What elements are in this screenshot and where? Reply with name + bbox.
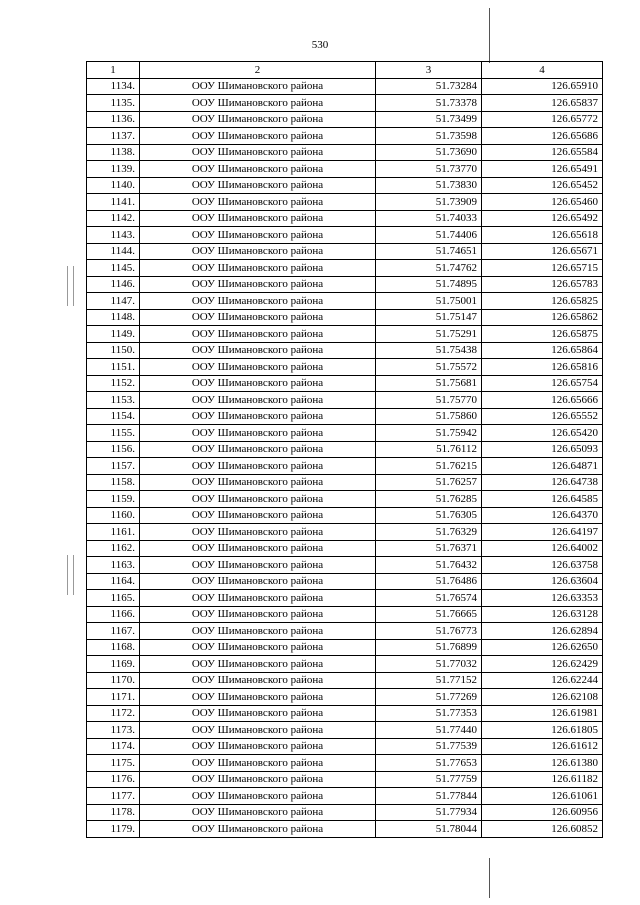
owner-cell: ООУ Шимановского района xyxy=(140,755,376,772)
scan-mark xyxy=(489,858,490,898)
row-number-cell: 1163. xyxy=(87,557,140,574)
table-row xyxy=(87,78,603,95)
owner-cell: ООУ Шимановского района xyxy=(140,623,376,640)
table-row xyxy=(87,771,603,788)
latitude-cell: 51.77844 xyxy=(376,788,482,805)
latitude-cell: 51.76574 xyxy=(376,590,482,607)
latitude-cell: 51.75860 xyxy=(376,408,482,425)
table-row xyxy=(87,243,603,260)
latitude-cell: 51.74406 xyxy=(376,227,482,244)
owner-cell: ООУ Шимановского района xyxy=(140,128,376,145)
owner-cell: ООУ Шимановского района xyxy=(140,95,376,112)
longitude-cell: 126.65584 xyxy=(482,144,603,161)
table-row xyxy=(87,623,603,640)
latitude-cell: 51.75572 xyxy=(376,359,482,376)
table-row xyxy=(87,408,603,425)
table-row xyxy=(87,359,603,376)
table-row xyxy=(87,540,603,557)
latitude-cell: 51.75001 xyxy=(376,293,482,310)
latitude-cell: 51.74033 xyxy=(376,210,482,227)
row-number-cell: 1156. xyxy=(87,441,140,458)
longitude-cell: 126.65837 xyxy=(482,95,603,112)
row-number-cell: 1149. xyxy=(87,326,140,343)
scan-mark xyxy=(73,555,74,595)
row-number-cell: 1160. xyxy=(87,507,140,524)
table-row xyxy=(87,507,603,524)
row-number-cell: 1141. xyxy=(87,194,140,211)
row-number-cell: 1137. xyxy=(87,128,140,145)
table-body xyxy=(87,78,603,837)
owner-cell: ООУ Шимановского района xyxy=(140,557,376,574)
table-row xyxy=(87,804,603,821)
owner-cell: ООУ Шимановского района xyxy=(140,705,376,722)
latitude-cell: 51.76665 xyxy=(376,606,482,623)
table-row xyxy=(87,788,603,805)
row-number-cell: 1159. xyxy=(87,491,140,508)
owner-cell: ООУ Шимановского района xyxy=(140,441,376,458)
row-number-cell: 1162. xyxy=(87,540,140,557)
row-number-cell: 1177. xyxy=(87,788,140,805)
row-number-cell: 1170. xyxy=(87,672,140,689)
owner-cell: ООУ Шимановского района xyxy=(140,326,376,343)
row-number-cell: 1161. xyxy=(87,524,140,541)
longitude-cell: 126.60956 xyxy=(482,804,603,821)
owner-cell: ООУ Шимановского района xyxy=(140,656,376,673)
owner-cell: ООУ Шимановского района xyxy=(140,821,376,838)
longitude-cell: 126.65816 xyxy=(482,359,603,376)
table-row xyxy=(87,656,603,673)
row-number-cell: 1164. xyxy=(87,573,140,590)
longitude-cell: 126.65875 xyxy=(482,326,603,343)
owner-cell: ООУ Шимановского района xyxy=(140,177,376,194)
longitude-cell: 126.61380 xyxy=(482,755,603,772)
latitude-cell: 51.76773 xyxy=(376,623,482,640)
latitude-cell: 51.77934 xyxy=(376,804,482,821)
longitude-cell: 126.65864 xyxy=(482,342,603,359)
owner-cell: ООУ Шимановского района xyxy=(140,425,376,442)
latitude-cell: 51.76285 xyxy=(376,491,482,508)
table-row xyxy=(87,210,603,227)
table-row xyxy=(87,672,603,689)
table-row xyxy=(87,474,603,491)
table-row xyxy=(87,491,603,508)
longitude-cell: 126.64871 xyxy=(482,458,603,475)
scan-mark xyxy=(67,266,68,306)
owner-cell: ООУ Шимановского района xyxy=(140,227,376,244)
table-row xyxy=(87,194,603,211)
owner-cell: ООУ Шимановского района xyxy=(140,540,376,557)
row-number-cell: 1135. xyxy=(87,95,140,112)
longitude-cell: 126.65686 xyxy=(482,128,603,145)
owner-cell: ООУ Шимановского района xyxy=(140,359,376,376)
longitude-cell: 126.63353 xyxy=(482,590,603,607)
owner-cell: ООУ Шимановского района xyxy=(140,161,376,178)
table-row xyxy=(87,161,603,178)
table-row xyxy=(87,309,603,326)
latitude-cell: 51.73909 xyxy=(376,194,482,211)
longitude-cell: 126.64002 xyxy=(482,540,603,557)
table-row xyxy=(87,458,603,475)
latitude-cell: 51.77759 xyxy=(376,771,482,788)
longitude-cell: 126.64738 xyxy=(482,474,603,491)
owner-cell: ООУ Шимановского района xyxy=(140,276,376,293)
latitude-cell: 51.76371 xyxy=(376,540,482,557)
owner-cell: ООУ Шимановского района xyxy=(140,606,376,623)
longitude-cell: 126.65862 xyxy=(482,309,603,326)
table-row xyxy=(87,557,603,574)
scan-mark xyxy=(73,266,74,306)
latitude-cell: 51.75770 xyxy=(376,392,482,409)
table-row xyxy=(87,639,603,656)
latitude-cell: 51.73499 xyxy=(376,111,482,128)
table-row xyxy=(87,722,603,739)
table-row xyxy=(87,425,603,442)
owner-cell: ООУ Шимановского района xyxy=(140,243,376,260)
longitude-cell: 126.62650 xyxy=(482,639,603,656)
latitude-cell: 51.76305 xyxy=(376,507,482,524)
latitude-cell: 51.75681 xyxy=(376,375,482,392)
latitude-cell: 51.77440 xyxy=(376,722,482,739)
row-number-cell: 1157. xyxy=(87,458,140,475)
row-number-cell: 1142. xyxy=(87,210,140,227)
latitude-cell: 51.76112 xyxy=(376,441,482,458)
longitude-cell: 126.62429 xyxy=(482,656,603,673)
longitude-cell: 126.65754 xyxy=(482,375,603,392)
longitude-cell: 126.61612 xyxy=(482,738,603,755)
owner-cell: ООУ Шимановского района xyxy=(140,722,376,739)
table-row xyxy=(87,821,603,838)
row-number-cell: 1150. xyxy=(87,342,140,359)
row-number-cell: 1140. xyxy=(87,177,140,194)
owner-cell: ООУ Шимановского района xyxy=(140,375,376,392)
owner-cell: ООУ Шимановского района xyxy=(140,260,376,277)
owner-cell: ООУ Шимановского района xyxy=(140,342,376,359)
owner-cell: ООУ Шимановского района xyxy=(140,210,376,227)
longitude-cell: 126.62894 xyxy=(482,623,603,640)
row-number-cell: 1153. xyxy=(87,392,140,409)
latitude-cell: 51.74895 xyxy=(376,276,482,293)
coordinates-table xyxy=(86,61,603,838)
longitude-cell: 126.65452 xyxy=(482,177,603,194)
table-row xyxy=(87,342,603,359)
longitude-cell: 126.65825 xyxy=(482,293,603,310)
owner-cell: ООУ Шимановского района xyxy=(140,392,376,409)
latitude-cell: 51.76432 xyxy=(376,557,482,574)
table-row xyxy=(87,441,603,458)
latitude-cell: 51.76257 xyxy=(376,474,482,491)
owner-cell: ООУ Шимановского района xyxy=(140,111,376,128)
owner-cell: ООУ Шимановского района xyxy=(140,639,376,656)
longitude-cell: 126.64197 xyxy=(482,524,603,541)
longitude-cell: 126.65093 xyxy=(482,441,603,458)
longitude-cell: 126.61805 xyxy=(482,722,603,739)
row-number-cell: 1168. xyxy=(87,639,140,656)
row-number-cell: 1154. xyxy=(87,408,140,425)
latitude-cell: 51.76486 xyxy=(376,573,482,590)
page-number: 530 xyxy=(311,39,329,51)
table-row xyxy=(87,276,603,293)
longitude-cell: 126.65715 xyxy=(482,260,603,277)
row-number-cell: 1139. xyxy=(87,161,140,178)
owner-cell: ООУ Шимановского района xyxy=(140,194,376,211)
longitude-cell: 126.65491 xyxy=(482,161,603,178)
latitude-cell: 51.77152 xyxy=(376,672,482,689)
scan-mark xyxy=(489,8,490,63)
longitude-cell: 126.64585 xyxy=(482,491,603,508)
longitude-cell: 126.64370 xyxy=(482,507,603,524)
row-number-cell: 1148. xyxy=(87,309,140,326)
owner-cell: ООУ Шимановского района xyxy=(140,804,376,821)
latitude-cell: 51.77539 xyxy=(376,738,482,755)
latitude-cell: 51.73378 xyxy=(376,95,482,112)
table-row xyxy=(87,177,603,194)
row-number-cell: 1145. xyxy=(87,260,140,277)
owner-cell: ООУ Шимановского района xyxy=(140,293,376,310)
owner-cell: ООУ Шимановского района xyxy=(140,474,376,491)
row-number-cell: 1152. xyxy=(87,375,140,392)
latitude-cell: 51.76215 xyxy=(376,458,482,475)
table-row xyxy=(87,606,603,623)
table-row xyxy=(87,755,603,772)
longitude-cell: 126.65666 xyxy=(482,392,603,409)
row-number-cell: 1158. xyxy=(87,474,140,491)
owner-cell: ООУ Шимановского района xyxy=(140,771,376,788)
table-row xyxy=(87,128,603,145)
longitude-cell: 126.61061 xyxy=(482,788,603,805)
latitude-cell: 51.74651 xyxy=(376,243,482,260)
table-row xyxy=(87,689,603,706)
latitude-cell: 51.73690 xyxy=(376,144,482,161)
table-row xyxy=(87,392,603,409)
row-number-cell: 1147. xyxy=(87,293,140,310)
table-row xyxy=(87,326,603,343)
owner-cell: ООУ Шимановского района xyxy=(140,408,376,425)
row-number-cell: 1173. xyxy=(87,722,140,739)
table-row xyxy=(87,293,603,310)
owner-cell: ООУ Шимановского района xyxy=(140,672,376,689)
row-number-cell: 1165. xyxy=(87,590,140,607)
longitude-cell: 126.65460 xyxy=(482,194,603,211)
row-number-cell: 1151. xyxy=(87,359,140,376)
owner-cell: ООУ Шимановского района xyxy=(140,738,376,755)
column-header: 1 xyxy=(87,62,140,79)
owner-cell: ООУ Шимановского района xyxy=(140,507,376,524)
row-number-cell: 1144. xyxy=(87,243,140,260)
longitude-cell: 126.62244 xyxy=(482,672,603,689)
row-number-cell: 1171. xyxy=(87,689,140,706)
latitude-cell: 51.77353 xyxy=(376,705,482,722)
longitude-cell: 126.61981 xyxy=(482,705,603,722)
owner-cell: ООУ Шимановского района xyxy=(140,491,376,508)
latitude-cell: 51.75291 xyxy=(376,326,482,343)
row-number-cell: 1172. xyxy=(87,705,140,722)
owner-cell: ООУ Шимановского района xyxy=(140,590,376,607)
table-row xyxy=(87,573,603,590)
longitude-cell: 126.63128 xyxy=(482,606,603,623)
latitude-cell: 51.73770 xyxy=(376,161,482,178)
row-number-cell: 1175. xyxy=(87,755,140,772)
row-number-cell: 1166. xyxy=(87,606,140,623)
column-header: 4 xyxy=(482,62,603,79)
table-row xyxy=(87,260,603,277)
owner-cell: ООУ Шимановского района xyxy=(140,788,376,805)
longitude-cell: 126.65783 xyxy=(482,276,603,293)
table-row xyxy=(87,144,603,161)
table-header-row xyxy=(87,62,603,79)
latitude-cell: 51.76899 xyxy=(376,639,482,656)
row-number-cell: 1169. xyxy=(87,656,140,673)
latitude-cell: 51.73830 xyxy=(376,177,482,194)
longitude-cell: 126.60852 xyxy=(482,821,603,838)
longitude-cell: 126.65420 xyxy=(482,425,603,442)
latitude-cell: 51.77269 xyxy=(376,689,482,706)
column-header: 3 xyxy=(376,62,482,79)
longitude-cell: 126.65552 xyxy=(482,408,603,425)
column-header: 2 xyxy=(140,62,376,79)
owner-cell: ООУ Шимановского района xyxy=(140,144,376,161)
row-number-cell: 1136. xyxy=(87,111,140,128)
longitude-cell: 126.62108 xyxy=(482,689,603,706)
row-number-cell: 1176. xyxy=(87,771,140,788)
table-row xyxy=(87,524,603,541)
row-number-cell: 1174. xyxy=(87,738,140,755)
longitude-cell: 126.65671 xyxy=(482,243,603,260)
longitude-cell: 126.65492 xyxy=(482,210,603,227)
latitude-cell: 51.75147 xyxy=(376,309,482,326)
longitude-cell: 126.61182 xyxy=(482,771,603,788)
latitude-cell: 51.78044 xyxy=(376,821,482,838)
table-row xyxy=(87,375,603,392)
latitude-cell: 51.77653 xyxy=(376,755,482,772)
table-row xyxy=(87,227,603,244)
owner-cell: ООУ Шимановского района xyxy=(140,78,376,95)
scan-mark xyxy=(67,555,68,595)
row-number-cell: 1138. xyxy=(87,144,140,161)
owner-cell: ООУ Шимановского района xyxy=(140,309,376,326)
latitude-cell: 51.73598 xyxy=(376,128,482,145)
latitude-cell: 51.75438 xyxy=(376,342,482,359)
owner-cell: ООУ Шимановского района xyxy=(140,524,376,541)
row-number-cell: 1179. xyxy=(87,821,140,838)
latitude-cell: 51.74762 xyxy=(376,260,482,277)
row-number-cell: 1143. xyxy=(87,227,140,244)
owner-cell: ООУ Шимановского района xyxy=(140,689,376,706)
table-row xyxy=(87,95,603,112)
longitude-cell: 126.65618 xyxy=(482,227,603,244)
table-row xyxy=(87,738,603,755)
latitude-cell: 51.75942 xyxy=(376,425,482,442)
row-number-cell: 1178. xyxy=(87,804,140,821)
row-number-cell: 1146. xyxy=(87,276,140,293)
owner-cell: ООУ Шимановского района xyxy=(140,458,376,475)
latitude-cell: 51.73284 xyxy=(376,78,482,95)
row-number-cell: 1167. xyxy=(87,623,140,640)
row-number-cell: 1134. xyxy=(87,78,140,95)
owner-cell: ООУ Шимановского района xyxy=(140,573,376,590)
row-number-cell: 1155. xyxy=(87,425,140,442)
table-row xyxy=(87,590,603,607)
longitude-cell: 126.65772 xyxy=(482,111,603,128)
longitude-cell: 126.65910 xyxy=(482,78,603,95)
latitude-cell: 51.76329 xyxy=(376,524,482,541)
table-row xyxy=(87,111,603,128)
latitude-cell: 51.77032 xyxy=(376,656,482,673)
table-row xyxy=(87,705,603,722)
longitude-cell: 126.63758 xyxy=(482,557,603,574)
longitude-cell: 126.63604 xyxy=(482,573,603,590)
